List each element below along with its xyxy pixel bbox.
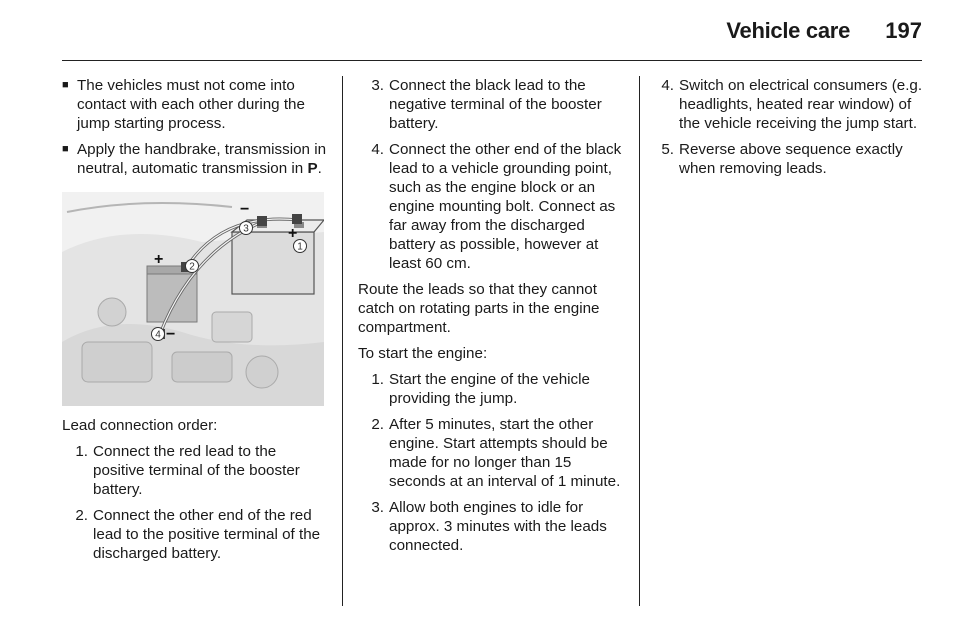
list-item bbox=[68, 442, 327, 499]
bullet-item bbox=[62, 140, 327, 178]
minus-sign-ground: − bbox=[166, 326, 176, 343]
header-divider bbox=[62, 60, 922, 61]
start-engine-heading: To start the engine: bbox=[358, 345, 488, 362]
gear-position-p: P bbox=[307, 160, 318, 177]
bullet-text-end: . bbox=[317, 160, 322, 177]
list-number: 2. bbox=[75, 507, 88, 524]
list-text: Start the engine of the vehicle providing the jump. bbox=[389, 371, 590, 407]
column-divider-1 bbox=[342, 76, 343, 606]
marker-4: 4 bbox=[155, 329, 161, 341]
list-item bbox=[364, 76, 626, 133]
marker-2: 2 bbox=[189, 261, 195, 273]
plus-sign-booster: + bbox=[288, 225, 298, 242]
list-number: 1. bbox=[371, 371, 384, 388]
list-item bbox=[654, 140, 924, 178]
square-bullet-icon: ■ bbox=[62, 79, 69, 91]
page-number: 197 bbox=[885, 18, 922, 43]
list-text: Connect the other end of the red lead to the positive terminal of the discharged battery. bbox=[93, 507, 321, 562]
marker-3: 3 bbox=[243, 223, 249, 235]
page-header-title: Vehicle care bbox=[726, 18, 850, 43]
list-number: 2. bbox=[371, 416, 384, 433]
route-leads-paragraph: Route the leads so that they cannot catch on rotating parts in the engine compartment. bbox=[358, 281, 600, 336]
list-item bbox=[364, 370, 626, 408]
list-item bbox=[364, 140, 626, 273]
list-text: Reverse above sequence exactly when removing leads. bbox=[679, 141, 903, 177]
list-number: 3. bbox=[371, 499, 384, 516]
list-number: 3. bbox=[371, 77, 384, 94]
list-item bbox=[364, 415, 626, 491]
list-number: 1. bbox=[75, 443, 88, 460]
square-bullet-icon: ■ bbox=[62, 143, 69, 155]
column-3 bbox=[654, 76, 924, 185]
bullet-text: Apply the handbrake, transmission in neutral, automatic transmission in bbox=[77, 141, 327, 177]
jump-start-illustration bbox=[62, 192, 324, 406]
list-text: Connect the black lead to the negative terminal of the booster battery. bbox=[389, 77, 602, 132]
marker-1: 1 bbox=[297, 241, 303, 253]
plus-sign-discharged: + bbox=[154, 251, 164, 268]
list-number: 4. bbox=[661, 77, 674, 94]
list-text: Connect the other end of the black lead to a vehicle grounding point, such as the engine block or an engine mounting bolt. Connect as far away from the discharged battery as possible, however at least 60 cm. bbox=[389, 141, 622, 272]
list-item bbox=[68, 506, 327, 563]
list-text: Connect the red lead to the positive terminal of the booster battery. bbox=[93, 443, 300, 498]
list-text: Switch on electrical consumers (e.g. headlights, heated rear window) of the vehicle receiving the jump start. bbox=[679, 77, 923, 132]
list-number: 5. bbox=[661, 141, 674, 158]
column-1 bbox=[62, 76, 327, 570]
minus-sign-booster: − bbox=[240, 201, 250, 218]
lead-order-heading: Lead connection order: bbox=[62, 417, 218, 434]
bullet-item bbox=[62, 76, 327, 133]
list-number: 4. bbox=[371, 141, 384, 158]
column-2 bbox=[358, 76, 626, 562]
bullet-text: The vehicles must not come into contact with each other during the jump starting process. bbox=[77, 77, 305, 132]
list-text: Allow both engines to idle for approx. 3 minutes with the leads connected. bbox=[389, 499, 607, 554]
list-item bbox=[364, 498, 626, 555]
list-text: After 5 minutes, start the other engine. Start attempts should be made for no longer than 15 seconds at an interval of 1 minute. bbox=[389, 416, 621, 490]
list-item bbox=[654, 76, 924, 133]
column-divider-2 bbox=[639, 76, 640, 606]
